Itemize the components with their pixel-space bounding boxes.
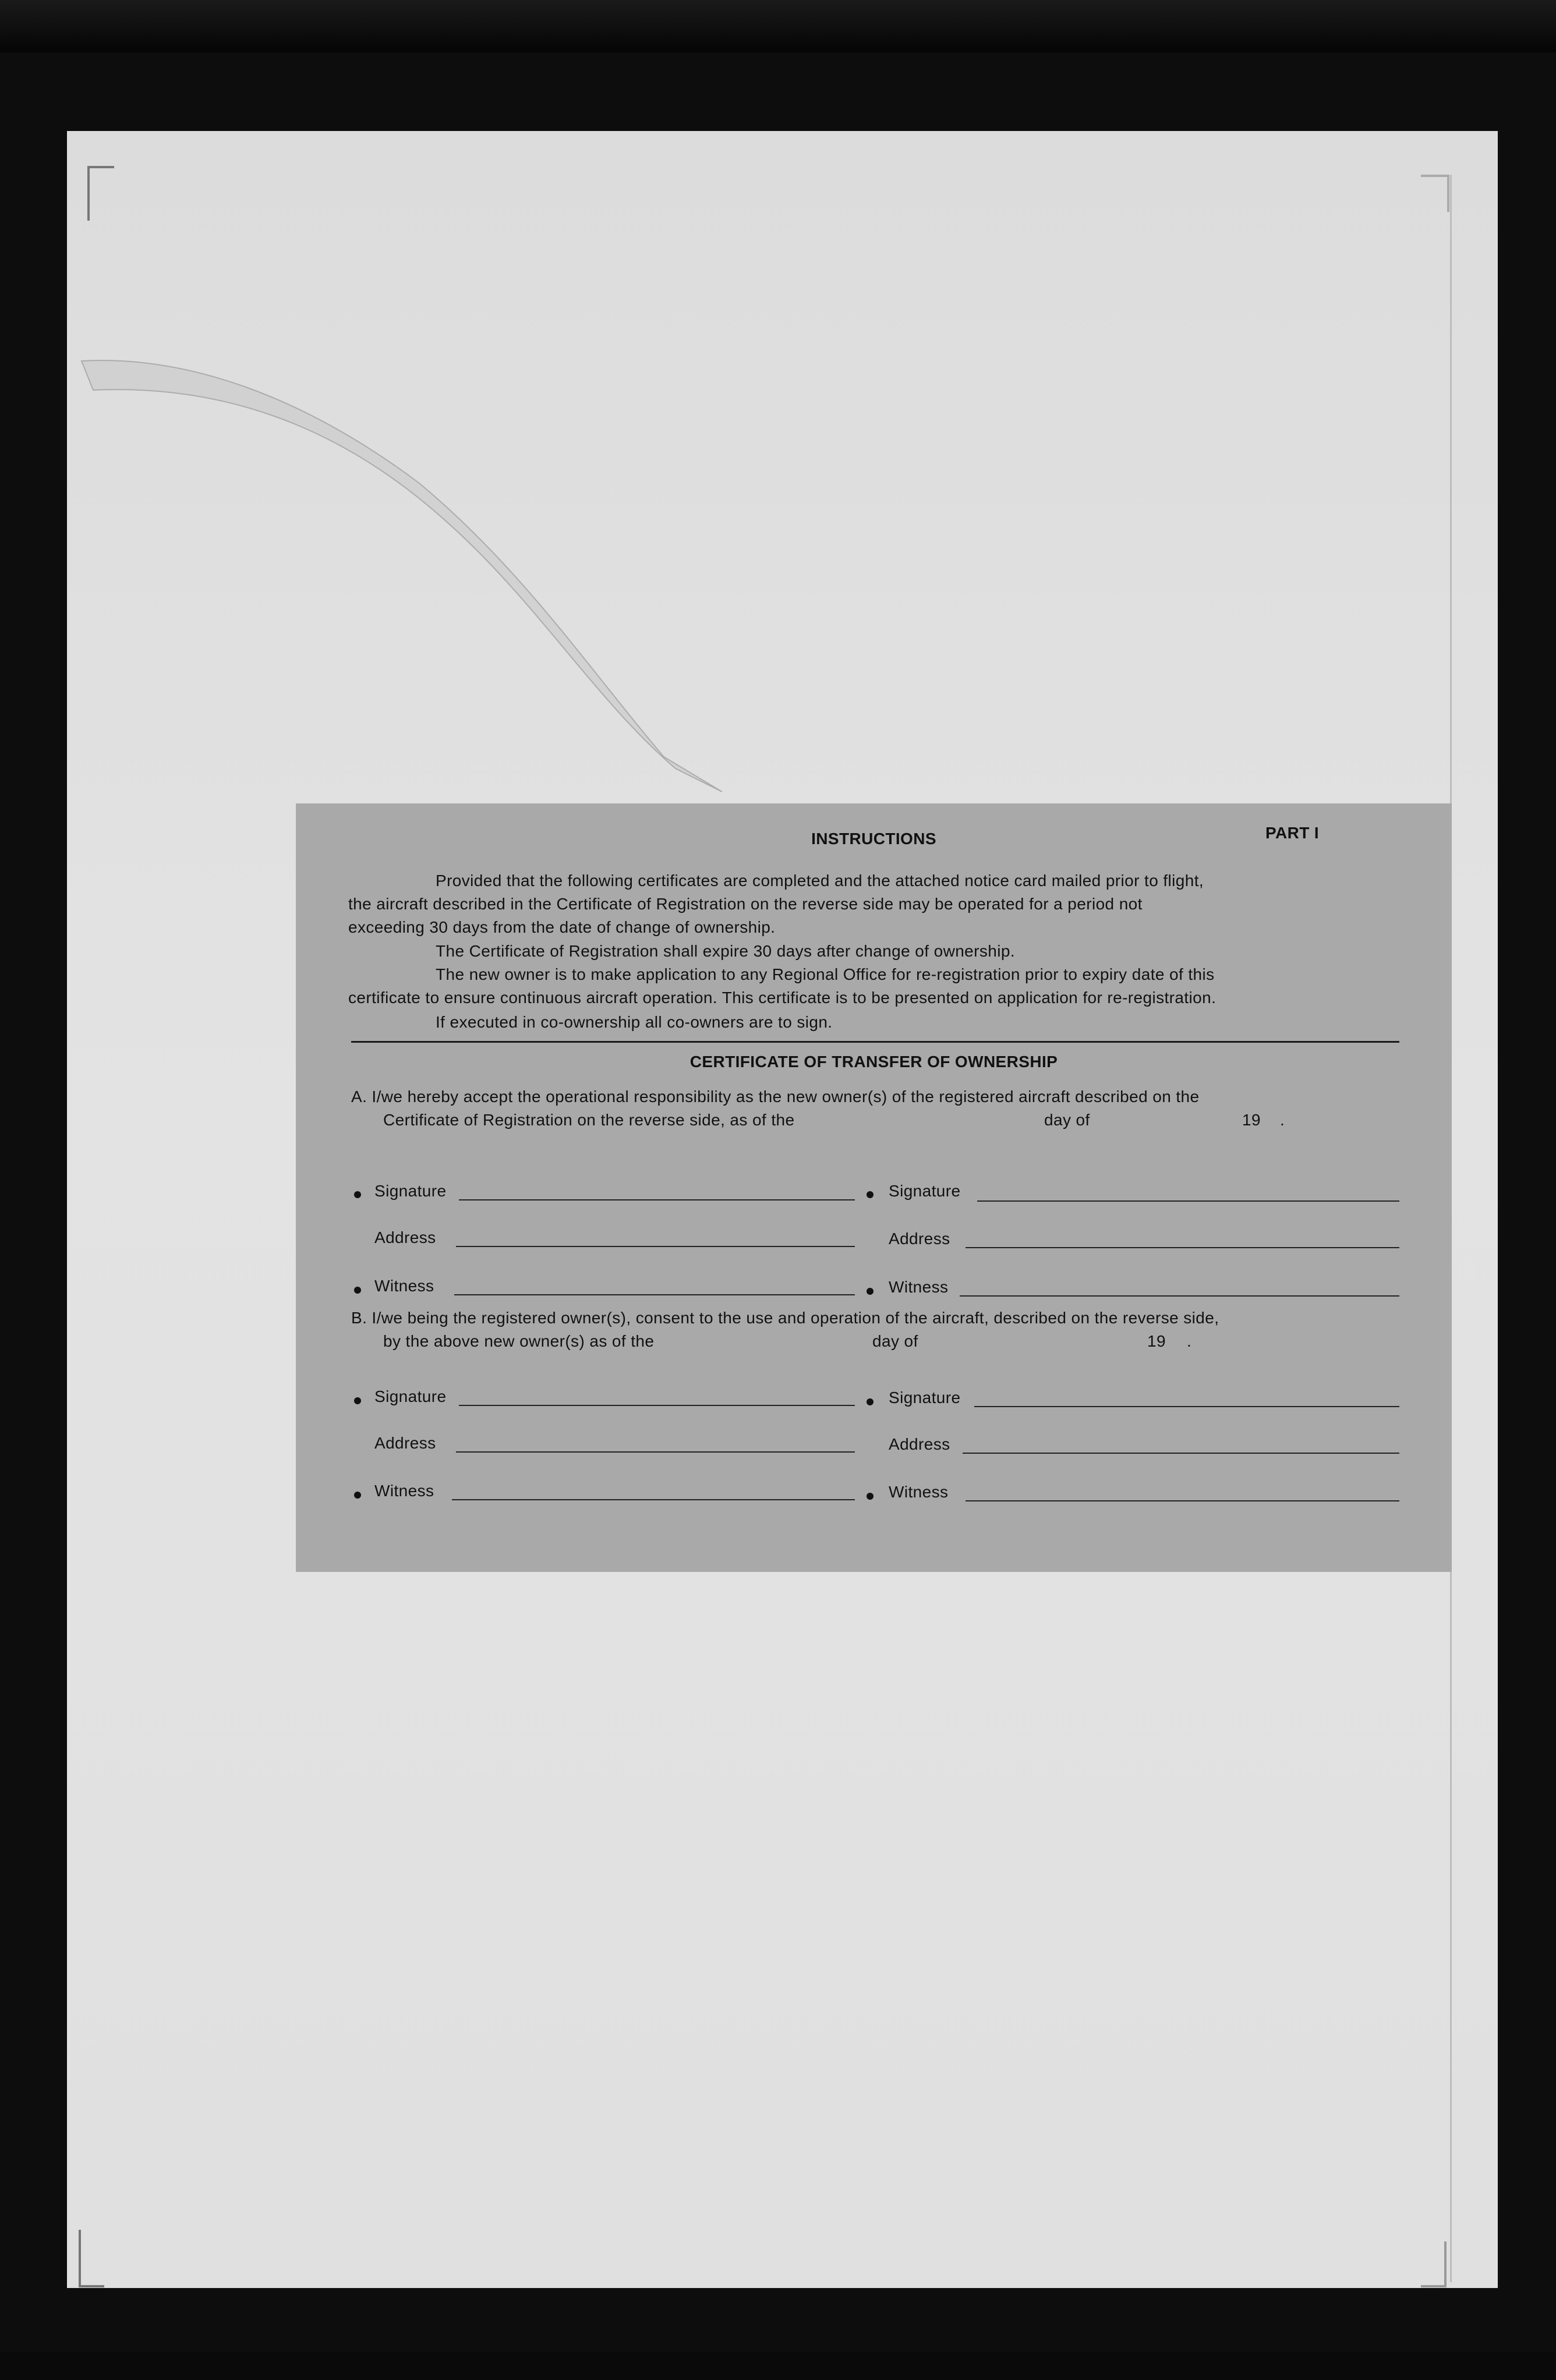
section-a-day-of: day of [1044,1111,1090,1129]
address-field-a-left[interactable] [456,1246,855,1247]
bullet-icon [867,1288,874,1295]
film-bottom-border [0,2352,1556,2380]
witness-label: Witness [889,1278,949,1296]
bullet-icon [354,1492,361,1499]
section-b-period: . [1187,1332,1192,1350]
instruction-line: If executed in co-ownership all co-owners are to sign. [436,1013,833,1031]
certificate-card [296,803,1452,1572]
witness-field-b-right[interactable] [966,1500,1399,1501]
section-a-line2: Certificate of Registration on the reverse side, as of the [383,1111,795,1129]
witness-field-a-right[interactable] [960,1295,1399,1297]
signature-field-a-left[interactable] [459,1199,855,1200]
signature-field-b-left[interactable] [459,1405,855,1406]
section-b-year: 19 [1147,1332,1166,1350]
corner-mark-bottom-right [1421,2241,1447,2287]
bullet-icon [867,1191,874,1198]
instruction-line: the aircraft described in the Certificate of Registration on the reverse side may be operated for a period not [348,895,1143,913]
film-top-border [0,0,1556,52]
section-b-day-of: day of [872,1332,918,1350]
witness-field-b-left[interactable] [452,1499,855,1500]
signature-label: Signature [374,1387,447,1405]
signature-label: Signature [889,1389,961,1407]
instruction-line: certificate to ensure continuous aircraft operation. This certificate is to be presented on application for re-registration. [348,989,1216,1007]
divider-rule [351,1041,1399,1043]
witness-label: Witness [889,1483,949,1501]
bullet-icon [867,1493,874,1500]
section-a-period: . [1280,1111,1285,1129]
bullet-icon [354,1287,361,1294]
corner-mark-bottom-left [79,2230,104,2287]
bullet-icon [867,1398,874,1405]
bullet-icon [354,1191,361,1198]
certificate-title: CERTIFICATE OF TRANSFER OF OWNERSHIP [689,1053,1058,1071]
address-label: Address [374,1228,436,1246]
section-a-year: 19 [1242,1111,1261,1129]
signature-label: Signature [374,1182,447,1200]
address-label: Address [889,1230,950,1248]
address-field-a-right[interactable] [966,1247,1399,1248]
witness-label: Witness [374,1277,434,1295]
bullet-icon [354,1397,361,1404]
instruction-line: The Certificate of Registration shall expire 30 days after change of ownership. [436,942,1016,960]
instruction-line: Provided that the following certificates are completed and the attached notice card mailed prior to flight, [436,872,1204,890]
corner-mark-top-right [1421,175,1449,212]
signature-label: Signature [889,1182,961,1200]
section-a-line1: A. I/we hereby accept the operational responsibility as the new owner(s) of the registered aircraft described on the [351,1088,1200,1106]
part-label: PART I [1265,824,1320,842]
corner-mark-top-left [87,166,114,221]
address-field-b-left[interactable] [456,1451,855,1453]
section-b-line1: B. I/we being the registered owner(s), consent to the use and operation of the aircraft, described on the reverse side, [351,1309,1219,1327]
signature-field-a-right[interactable] [977,1200,1399,1202]
instruction-line: The new owner is to make application to any Regional Office for re-registration prior to expiry date of this [436,965,1215,983]
instructions-title: INSTRUCTIONS [811,830,936,848]
signature-field-b-right[interactable] [974,1406,1399,1407]
witness-label: Witness [374,1482,434,1500]
address-label: Address [374,1434,436,1452]
section-b-line2: by the above new owner(s) as of the [383,1332,655,1350]
address-label: Address [889,1435,950,1453]
witness-field-a-left[interactable] [454,1294,855,1295]
address-field-b-right[interactable] [963,1453,1399,1454]
instruction-line: exceeding 30 days from the date of change of ownership. [348,918,776,936]
